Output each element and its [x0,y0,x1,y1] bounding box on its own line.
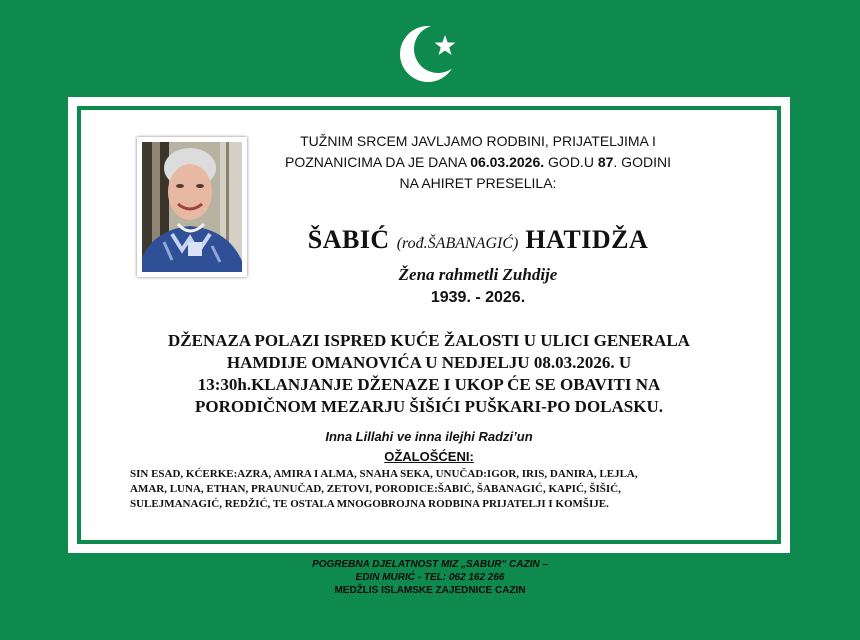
surname: ŠABIĆ [307,225,390,254]
announcement-intro [258,131,698,194]
funeral-line: DŽENAZA POLAZI ISPRED KUĆE ŽALOSTI U ULICI GENERALA [168,331,690,350]
mourners-title: OŽALOŠĆENI: [384,449,474,464]
intro-line-2: POZNANICIMA DA JE DANA 06.03.2026. GOD.U 87. GODINI [285,154,671,170]
death-date: 06.03.2026. [470,154,545,170]
obituary-card [68,97,790,553]
footer-line-1: POGREBNA DJELATNOST MIZ „SABUR" CAZIN – [312,559,548,570]
funeral-details [98,330,760,418]
maiden-name: (rođ.ŠABANAGIĆ) [396,235,519,252]
crescent-star-icon [398,22,462,86]
relation-line: Žena rahmetli Zuhdije [398,265,558,284]
mourners-line: SULEJMANAGIĆ, REDŽIĆ, TE OSTALA MNOGOBROJNA RODBINA PRIJATELJI I KOMŠIJE. [130,498,609,510]
deceased-name [258,225,698,255]
funeral-line: PORODIČNOM MEZARJU ŠIŠIĆI PUŠKARI-PO DOLASKU. [194,397,663,416]
life-years: 1939. - 2026. [430,289,526,306]
given-name: HATIDŽA [525,225,649,254]
footer-line-2: EDIN MURIĆ - TEL: 062 162 266 [355,572,505,583]
prayer-line: Inna Lillahi ve inna ilejhi Radzi’un [325,429,533,444]
age: 87 [597,154,614,170]
footer [0,558,860,597]
intro-line-3: NA AHIRET PRESELILA: [399,175,557,191]
mourners-line: SIN ESAD, KĆERKE:AZRA, AMIRA I ALMA, SNAHA SEKA, UNUČAD:IGOR, IRIS, DANIRA, LEJLA, [130,468,638,480]
funeral-line: 13:30h.KLANJANJE DŽENAZE I UKOP ĆE SE OBAVITI NA [197,375,661,394]
portrait-photo [137,137,247,277]
footer-line-3: MEDŽLIS ISLAMSKE ZAJEDNICE CAZIN [334,585,526,596]
funeral-line: HAMDIJE OMANOVIĆA U NEDJELJU 08.03.2026. U [226,353,632,372]
mourners-line: AMAR, LUNA, ETHAN, PRAUNUČAD, ZETOVI, PORODICE:ŠABIĆ, ŠABANAGIĆ, KAPIĆ, ŠIŠIĆ, [130,483,621,495]
intro-line-1: TUŽNIM SRCEM JAVLJAMO RODBINI, PRIJATELJIMA I [300,133,656,149]
mourners-list [130,467,730,512]
